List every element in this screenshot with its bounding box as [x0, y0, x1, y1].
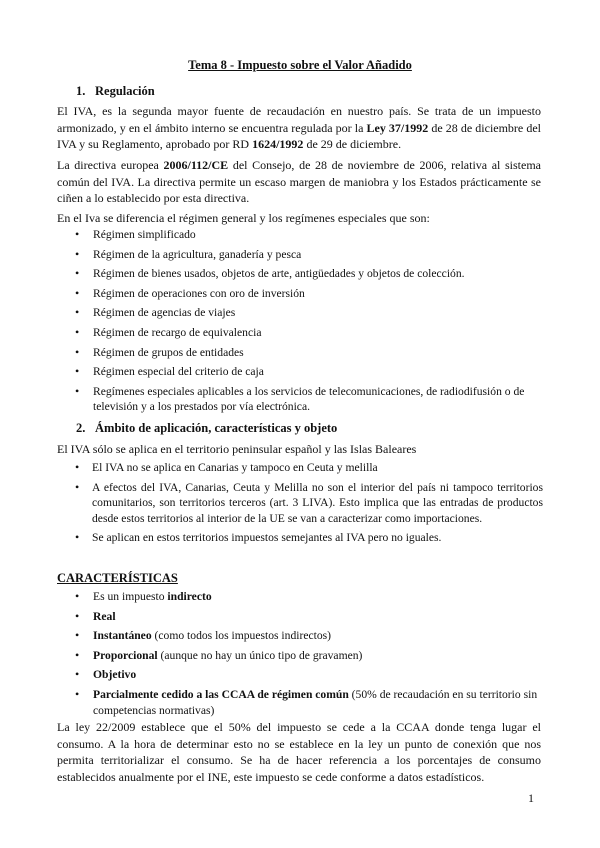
bullet-icon: •	[75, 383, 80, 398]
characteristic-term: indirecto	[167, 590, 212, 603]
text-run: de 29 de diciembre.	[303, 137, 402, 152]
bullet-icon: •	[75, 246, 80, 261]
list-item-text: Se aplican en estos territorios impuestos semejantes al IVA pero no iguales.	[92, 531, 442, 545]
directive-reference: 2006/112/CE	[163, 158, 229, 172]
bullet-icon: •	[75, 344, 80, 359]
list-item-text: Régimen de recargo de equivalencia	[93, 325, 262, 339]
section-heading-ambito	[76, 421, 337, 436]
paragraph-territory: El IVA sólo se aplica en el territorio peninsular español y las Islas Baleares	[57, 442, 417, 456]
list-item	[57, 460, 543, 476]
bullet-icon: •	[75, 305, 80, 320]
section-number: 1.	[76, 84, 86, 98]
list-item-text: El IVA no se aplica en Canarias y tampoco en Ceuta y melilla	[92, 461, 378, 474]
list-item	[57, 305, 543, 321]
bullet-icon: •	[75, 628, 80, 643]
list-item	[57, 589, 543, 605]
bullet-icon: •	[75, 686, 80, 701]
list-item-text: Régimen de la agricultura, ganadería y pesca	[93, 247, 302, 261]
list-item-text: Régimen de operaciones con oro de inversión	[93, 286, 305, 300]
list-item	[57, 364, 543, 380]
list-item	[57, 266, 543, 282]
list-item-text: Regímenes especiales aplicables a los servicios de telecomunicaciones, de radiodifusión o de televisión y a los prestados por vía electrónica.	[93, 384, 525, 414]
list-item-text: Régimen de bienes usados, objetos de arte, antigüedades y objetos de colección.	[93, 267, 465, 281]
characteristics-heading: CARACTERÍSTICAS	[57, 571, 178, 585]
list-item-text: A efectos del IVA, Canarias, Ceuta y Melilla no son el interior del país ni tampoco territorios comunitarios, son territorios terceros (art. 3 LIVA). Esto implica que las entradas de productos desde estos territorios al interior de la UE se van a caracterizar como importaciones.	[92, 480, 543, 525]
list-item-text: Régimen de agencias de viajes	[93, 306, 236, 320]
bullet-icon: •	[75, 266, 80, 281]
text-run: El IVA, es la segunda mayor fuente de recaudación en nuestro país. Se trata de un impuesto armonizado, y en el ámbito interno se encuentra regulada por la	[57, 104, 541, 135]
characteristics-list	[57, 589, 543, 718]
bullet-icon: •	[75, 589, 80, 603]
paragraph-directive	[57, 157, 541, 207]
bullet-icon: •	[75, 479, 80, 494]
territory-list	[57, 460, 543, 546]
paragraph-iva-intro	[57, 103, 541, 153]
paragraph-regimes-intro: En el Iva se diferencia el régimen general y los regímenes especiales que son:	[57, 211, 430, 225]
text-run: (50% de recaudación en su territorio sin competencias normativas)	[93, 687, 538, 717]
section-heading-regulacion	[76, 84, 155, 99]
text-run: Es un impuesto	[93, 590, 168, 603]
list-item	[57, 227, 543, 243]
list-item-text: Régimen de grupos de entidades	[93, 345, 244, 359]
characteristic-term: Real	[93, 609, 116, 623]
list-item	[57, 247, 543, 263]
text-run: del Consejo, de 28 de noviembre de 2006, relativa al sistema común del IVA. La directiva permite un escaso margen de maniobra y los Estados prácticamente se ciñen a lo establecido por esta directiva.	[57, 158, 542, 206]
list-item	[57, 609, 543, 625]
list-item	[57, 648, 543, 664]
section-number: 2.	[76, 421, 86, 435]
list-item	[57, 286, 543, 302]
bullet-icon: •	[75, 227, 80, 241]
list-item	[57, 628, 543, 644]
bullet-icon: •	[75, 608, 80, 623]
characteristic-term: Parcialmente cedido a las CCAA de régimen común	[93, 687, 349, 701]
bullet-icon: •	[75, 324, 80, 339]
bullet-icon: •	[75, 460, 80, 474]
bullet-icon: •	[75, 364, 80, 379]
list-item	[57, 667, 543, 683]
document-title: Tema 8 - Impuesto sobre el Valor Añadido	[188, 58, 412, 72]
section-title: Regulación	[95, 84, 155, 98]
law-reference: Ley 37/1992	[366, 120, 429, 135]
characteristic-term: Objetivo	[93, 668, 137, 682]
list-item	[57, 480, 543, 527]
text-run: (aunque no hay un único tipo de gravamen)	[157, 648, 363, 662]
list-item	[57, 384, 543, 415]
list-item	[57, 687, 543, 718]
list-item	[57, 530, 543, 546]
text-run: de 28 de diciembre del IVA y su Reglamento, aprobado por RD	[57, 120, 542, 152]
section-title: Ámbito de aplicación, características y objeto	[95, 421, 338, 435]
decree-reference: 1624/1992	[252, 137, 304, 152]
page-number: 1	[528, 791, 534, 805]
list-item-text: Régimen especial del criterio de caja	[93, 365, 264, 379]
list-item	[57, 325, 543, 341]
text-run: (como todos los impuestos indirectos)	[151, 629, 332, 643]
regimes-list	[57, 227, 543, 415]
text-run: La directiva europea	[57, 158, 164, 172]
paragraph-ley-22-2009: La ley 22/2009 establece que el 50% del impuesto se cede a la CCAA donde tenga lugar el consumo. A la hora de determinar esto no se establece en la ley un punto de conexión que nos permita territorializar el consumo. Se ha de hacer referencia a los porcentajes de consumo establecidos anualmente por el INE, este impuesto se cede conforme a datos estadísticos.	[57, 720, 541, 784]
list-item	[57, 345, 543, 361]
characteristic-term: Instantáneo	[93, 629, 152, 643]
bullet-icon: •	[75, 647, 80, 662]
characteristic-term: Proporcional	[93, 648, 158, 662]
bullet-icon: •	[75, 285, 80, 300]
bullet-icon: •	[75, 667, 80, 682]
list-item-text: Régimen simplificado	[93, 228, 196, 241]
bullet-icon: •	[75, 530, 80, 545]
